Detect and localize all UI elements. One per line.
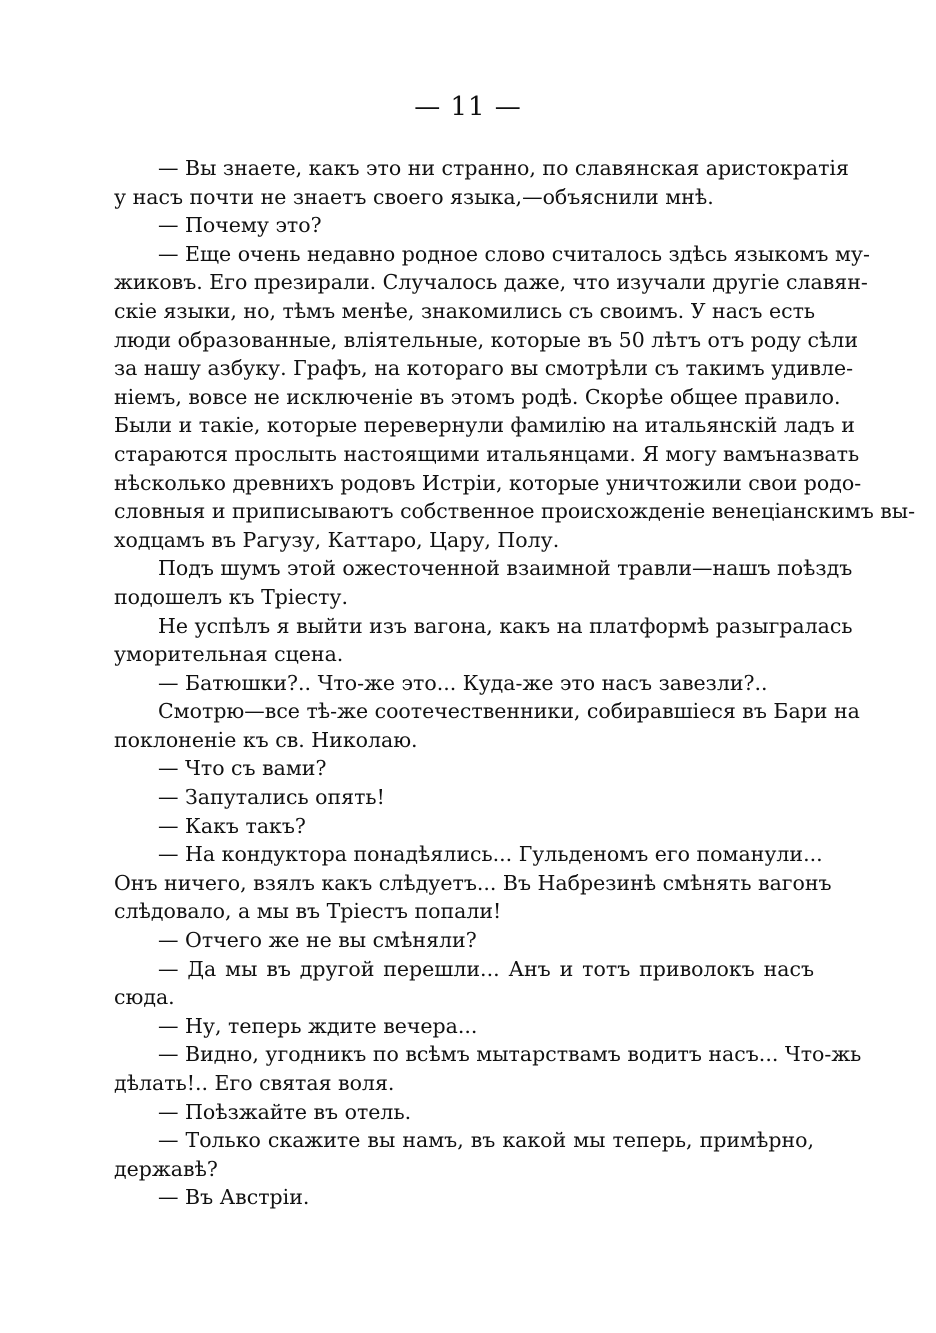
text-line: подошелъ къ Тріесту. [114, 584, 348, 609]
text-line: — Какъ такъ? [158, 813, 306, 838]
text-line: Не успѣлъ я выйти изъ вагона, какъ на платформѣ разыгралась [158, 613, 853, 638]
text-line: словныя и приписываютъ собственное происхожденіе венеціанскимъ вы- [114, 499, 916, 524]
page-body-text [114, 154, 916, 1212]
text-line: жиковъ. Его презирали. Случалось даже, что изучали другіе славян- [114, 270, 868, 295]
text-line: скіе языки, но, тѣмъ менѣе, знакомились съ своимъ. У насъ есть [114, 298, 816, 323]
text-line: нѣсколько древнихъ родовъ Истріи, которые уничтожили свои родо- [114, 470, 862, 495]
text-line: Были и такіе, которые перевернули фамилію на итальянскій ладъ и [114, 413, 855, 438]
text-line: поклоненіе къ св. Николаю. [114, 727, 418, 752]
text-line: — Батюшки?.. Что-же это... Куда-же это насъ завезли?.. [158, 670, 768, 695]
text-line: — Въ Австріи. [158, 1185, 310, 1210]
text-line: у насъ почти не знаетъ своего языка,—объяснили мнѣ. [114, 184, 714, 209]
text-line: Онъ ничего, взялъ какъ слѣдуетъ... Въ Набрезинѣ смѣнять вагонъ [114, 870, 832, 895]
text-line: — Поѣзжайте въ отель. [158, 1099, 412, 1124]
text-line: — Ну, теперь ждите вечера... [158, 1013, 478, 1038]
text-line: — Запутались опять! [158, 785, 385, 810]
text-line: — Видно, угодникъ по всѣмъ мытарствамъ водитъ насъ... Что-жь [158, 1042, 862, 1067]
text-line: — Отчего же не вы смѣняли? [158, 928, 477, 953]
text-line: Подъ шумъ этой ожесточенной взаимной травли—нашъ поѣздъ [158, 556, 853, 581]
text-line: ніемъ, вовсе не исключеніе въ этомъ родѣ. Скорѣе общее правило. [114, 384, 841, 409]
text-line: — Вы знаете, какъ это ни странно, по славянская аристократія [158, 156, 849, 180]
text-line: уморительная сцена. [114, 642, 344, 667]
text-line: ходцамъ въ Рагузу, Каттаро, Цару, Полу. [114, 527, 560, 552]
text-line: стараются прослыть настоящими итальянцами. Я могу вамъназвать [114, 441, 860, 466]
text-line: сюда. [114, 985, 175, 1010]
text-line: — Еще очень недавно родное слово считалось здѣсь языкомъ му- [158, 241, 870, 266]
text-line: — Да мы въ другой перешли... Анъ и тотъ приволокъ насъ [158, 956, 814, 981]
text-line: державѣ? [114, 1156, 218, 1181]
text-line: — Что съ вами? [158, 756, 327, 781]
text-line: за нашу азбуку. Графъ, на котораго вы смотрѣли съ такимъ удивле- [114, 356, 854, 381]
text-line: Смотрю—все тѣ-же соотечественники, собиравшіеся въ Бари на [158, 699, 860, 724]
text-line: — На кондуктора понадѣялись... Гульденомъ его поманули... [158, 842, 823, 867]
text-line: — Почему это? [158, 213, 322, 238]
text-line: люди образованные, вліятельные, которые въ 50 лѣтъ отъ роду сѣли [114, 327, 858, 352]
text-line: слѣдовало, а мы въ Тріестъ попали! [114, 899, 502, 924]
text-line: — Только скажите вы намъ, въ какой мы теперь, примѣрно, [158, 1128, 814, 1153]
page-number: — 11 — [414, 92, 522, 122]
text-line: дѣлать!.. Его святая воля. [114, 1071, 395, 1095]
